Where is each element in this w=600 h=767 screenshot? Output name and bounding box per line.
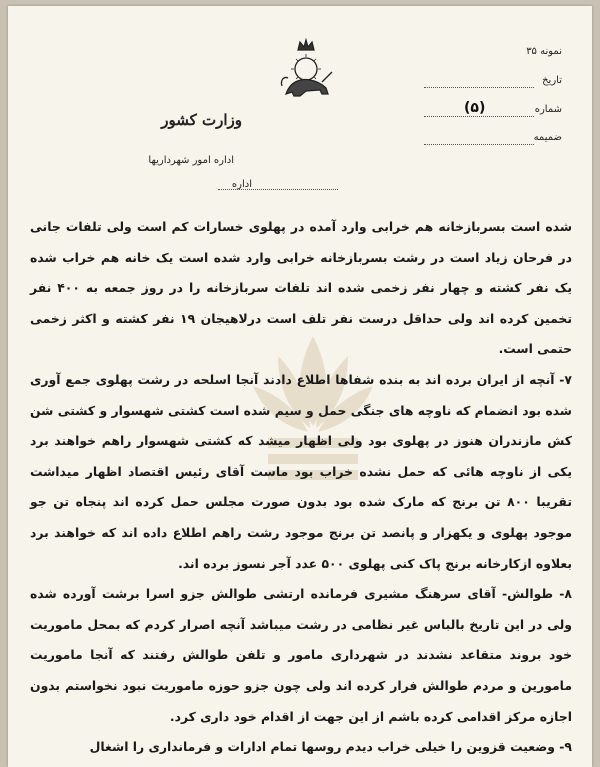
- number-value: (۵): [464, 100, 486, 116]
- lion-and-sun-emblem: [276, 36, 336, 106]
- letter-body: [30, 212, 572, 763]
- ministry-title: وزارت کشور: [161, 111, 242, 129]
- document-page: [8, 6, 592, 767]
- number-label: شماره: [534, 104, 562, 115]
- number-dotted-line: [424, 116, 534, 117]
- date-label: تاریخ: [542, 75, 562, 86]
- paragraph: ۸- طوالش- آقای سرهنگ مشیری فرمانده ارتشی طوالش جزو اسرا برشت آورده شده ولی در این تاریخ بالباس غیر نظامی در رشت میباشد آنچه اصرار کردم که بمحل ماموریت خود بروند متقاعد نشدند در شهرداری مامور و تلفن طوالش رفتند که آنجا ماموریت مامورین و مردم طوالش فرار کرده اند ولی چون جزو حوزه ماموریت نبود نخواستم بدون اجازه مرکز اقدامی کرده باشم از این جهت از اقدام خود داری کرد.: [30, 586, 572, 724]
- department-label: اداره: [231, 179, 252, 190]
- paragraph: شده است بسربازخانه هم خرابی وارد آمده در پهلوی خسارات کم است ولی تلفات جانی در فرحان زیاد است در رشت بسربازخانه خرابی وارد شده است یک خانه هم خراب شده یک نفر کشته و چهار نفر زخمی شده اند تلفات سربازخانه را در روز جمعه به ۴۰۰ نفر تخمین کرده اند ولی حداقل درست نفر تلف است درلاهیجان ۱۹ نفر کشته و اکثر زخمی حتمی است.: [30, 219, 572, 357]
- paragraph: ۷- آنچه از ایران برده اند به بنده شفاها اطلاع دادند آنجا اسلحه در رشت پهلوی جمع آوری شده بود انضمام که ناوچه های جنگی حمل و سیم شده است کشتی شهسوار و کشتی شن کش مازندران هنوز در پهلوی بود ولی اظهار میشد که کشتی شهسوار راهم خواهند برد یکی از ناوچه هائی که حمل نشده خراب بود ماست آقای رئیس اقتصاد اظهار میداشت تقریبا ۸۰۰ تن برنج که مارک شده بود بدون صورت مجلس حمل کرده اند پنجاه تن جو موجود پهلوی و یکهزار و پانصد تن برنج موجود رشت راهم اطلاع داده اند که خواهند برد بعلاوه ازکارخانه برنج پاک کنی پهلوی ۵۰۰ عدد آجر نسوز برده اند.: [30, 371, 572, 571]
- paragraph: ۹- وضعیت قزوین را خیلی خراب دیدم روسها تمام ادارات و فرمانداری را اشغال: [89, 739, 572, 755]
- department-dotted-line: [218, 189, 338, 190]
- office-title: اداره امور شهرداریها: [148, 155, 234, 166]
- form-number: نمونه ۳۵: [526, 46, 562, 57]
- date-dotted-line: [424, 87, 534, 88]
- attachment-dotted-line: [424, 144, 534, 145]
- attachment-label: ضمیمه: [533, 132, 562, 143]
